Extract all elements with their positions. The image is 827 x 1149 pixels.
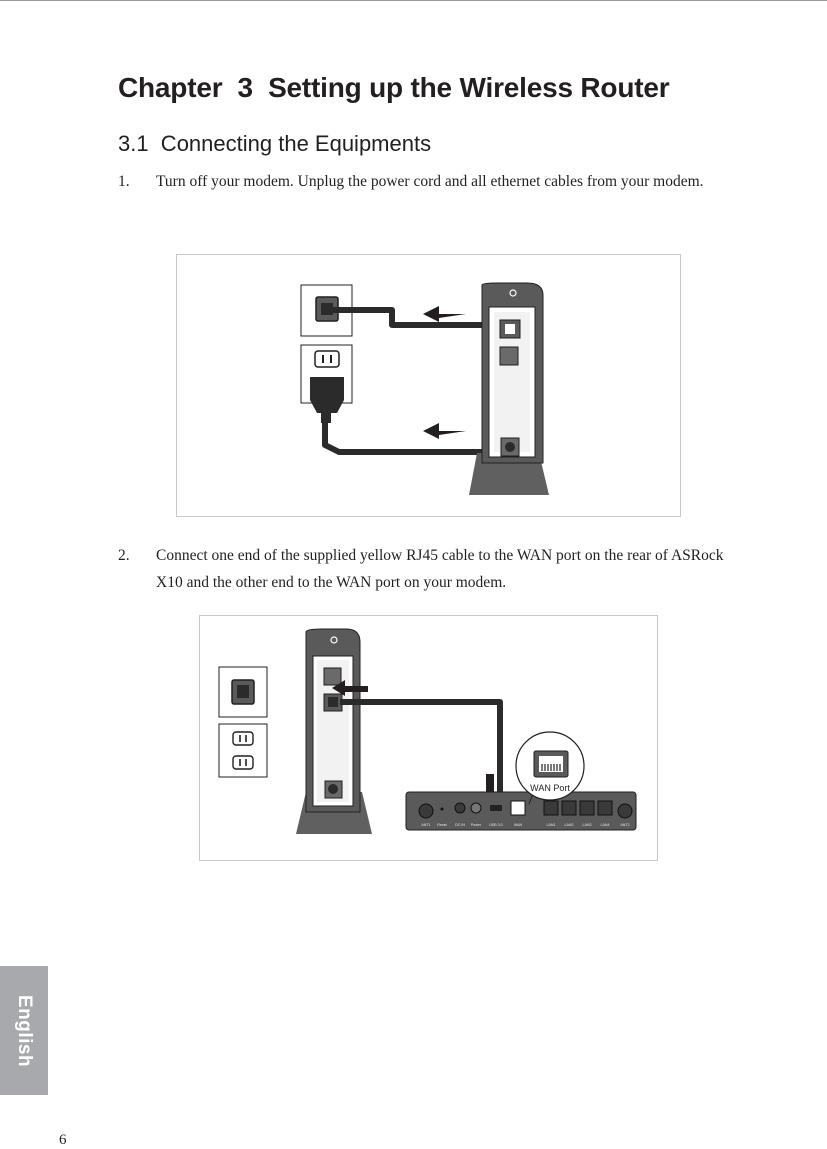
- router-wan-port: [511, 801, 525, 815]
- unplug-illustration: [177, 255, 680, 516]
- step-text: Turn off your modem. Unplug the power cord and all ethernet cables from your modem.: [156, 173, 704, 190]
- reset-hole-icon: [441, 808, 444, 811]
- port-label: ANT2: [620, 823, 630, 827]
- figure-connect-wan: [199, 615, 658, 861]
- lan-port-icon: [562, 801, 576, 815]
- language-side-tab: [0, 966, 48, 1095]
- lan-port-icon: [598, 801, 612, 815]
- wan-illustration: [200, 616, 657, 860]
- figure-unplug-modem: [176, 254, 681, 517]
- language-label: English: [14, 994, 35, 1067]
- power-plug-icon: [310, 377, 344, 413]
- ant2-connector-icon: [618, 804, 632, 818]
- power-outlet-icon: [315, 351, 339, 367]
- unplug-arrow-top-icon: [423, 306, 466, 322]
- step-number: 1.: [118, 173, 130, 190]
- ant1-connector-icon: [419, 804, 433, 818]
- unplug-arrow-bottom-icon: [423, 423, 466, 439]
- port-label: ANT1: [421, 823, 431, 827]
- chapter-title: Chapter 3 Setting up the Wireless Router: [118, 72, 670, 103]
- power-outlet-icon: [233, 732, 253, 745]
- step-number: 2.: [118, 547, 130, 564]
- power-cable: [325, 423, 507, 452]
- lan-port-icon: [580, 801, 594, 815]
- wan-cable: [340, 702, 500, 806]
- section-title: 3.1 Connecting the Equipments: [118, 131, 432, 156]
- usb-port-icon: [490, 805, 502, 811]
- power-outlet-icon: [233, 756, 253, 769]
- modem-square-port: [324, 668, 341, 685]
- wan-port-label: WAN Port: [530, 783, 570, 793]
- top-rule: [0, 0, 827, 1]
- port-label: LAN3: [582, 823, 592, 827]
- modem-square-port: [500, 347, 518, 365]
- power-button-icon: [471, 803, 481, 813]
- step-2: [118, 542, 728, 596]
- port-label: USB 3.0: [489, 823, 503, 827]
- port-label: Power: [470, 823, 482, 827]
- step-1: [118, 168, 728, 195]
- port-label: LAN2: [564, 823, 574, 827]
- port-label: LAN4: [600, 823, 610, 827]
- port-label: LAN1: [546, 823, 556, 827]
- lan-port-icon: [544, 801, 558, 815]
- dc-in-port-icon: [455, 803, 465, 813]
- ethernet-cable: [332, 310, 507, 328]
- step-text: Connect one end of the supplied yellow RJ45 cable to the WAN port on the rear of ASRock X10 and the other end to the WAN port on your modem.: [156, 547, 724, 591]
- page-number: 6: [59, 1132, 67, 1148]
- port-label: Reset: [437, 823, 447, 827]
- port-label: DC IN: [455, 823, 465, 827]
- port-label: WAN: [513, 823, 523, 827]
